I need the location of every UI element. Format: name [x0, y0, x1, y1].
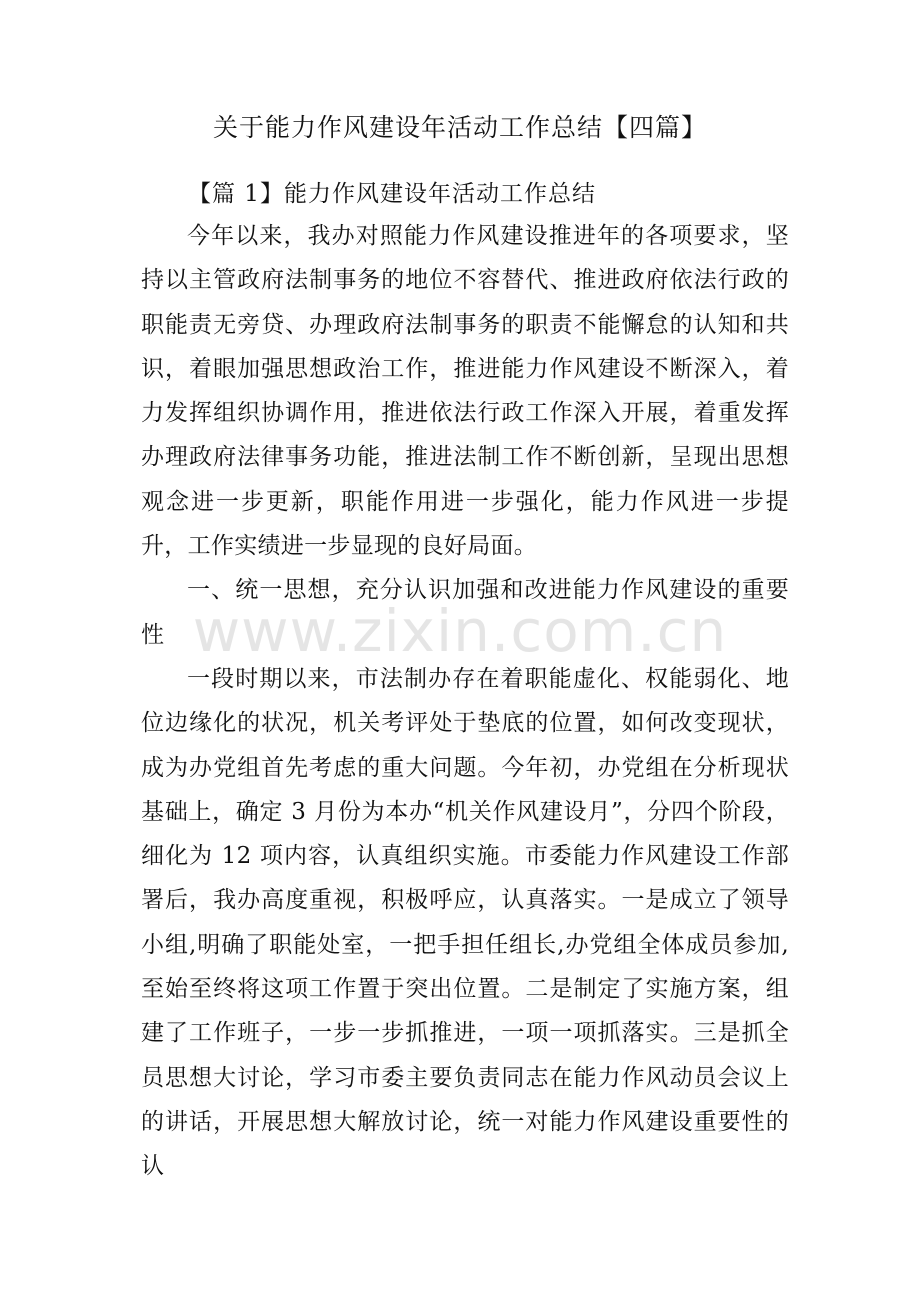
- paragraph-subheading: 一、统一思想，充分认识加强和改进能力作风建设的重要性: [141, 577, 789, 648]
- document-title: 关于能力作风建设年活动工作总结【四篇】: [212, 113, 707, 142]
- document-body: [141, 214, 789, 1189]
- paragraph-detail: 一段时期以来，市法制办存在着职能虚化、权能弱化、地位边缘化的状况，机关考评处于垫底的位置，如何改变现状，成为办党组首先考虑的重大问题。今年初，办党组在分析现状基础上，确定 3 月份为本办“机关作风建设月”，分四个阶段，细化为 12 项内容，认真组织实施。市委能力作风建设工作部署后，我办高度重视，积极呼应，认真落实。一是成立了领导小组,明确了职能处室，一把手担任组长,办党组全体成员参加,至始至终将这项工作置于突出位置。二是制定了实施方案，组建了工作班子，一步一步抓推进，一项一项抓落实。三是抓全员思想大讨论，学习市委主要负责同志在能力作风动员会议上的讲话，开展思想大解放讨论，统一对能力作风建设重要性的认: [141, 665, 789, 1180]
- watermark: www.zixin.com.cn: [192, 597, 728, 665]
- paragraph-intro: 今年以来，我办对照能力作风建设推进年的各项要求，坚持以主管政府法制事务的地位不容替代、推进政府依法行政的职能责无旁贷、办理政府法制事务的职责不能懈怠的认知和共识，着眼加强思想政治工作，推进能力作风建设不断深入，着力发挥组织协调作用，推进依法行政工作深入开展，着重发挥办理政府法律事务功能，推进法制工作不断创新，呈现出思想观念进一步更新，职能作用进一步强化，能力作风进一步提升，工作实绩进一步显现的良好局面。: [141, 223, 789, 560]
- section-heading: 【篇 1】能力作风建设年活动工作总结: [188, 181, 596, 207]
